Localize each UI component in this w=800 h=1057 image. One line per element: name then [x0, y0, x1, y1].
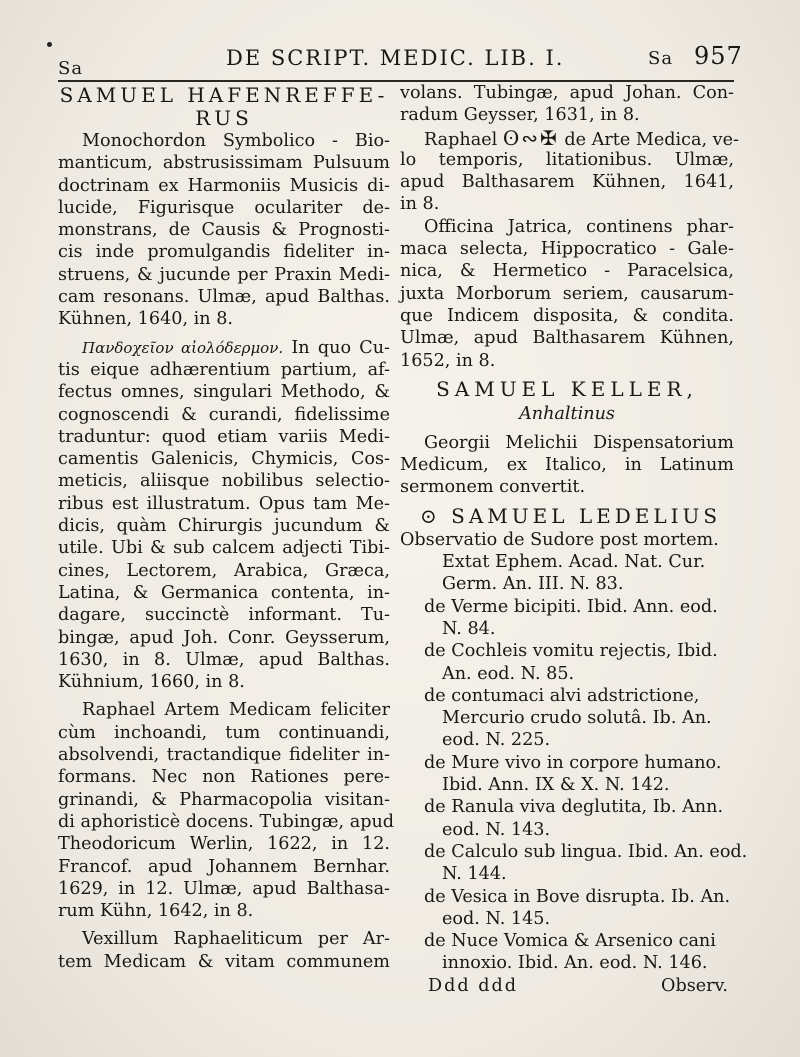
text-line: Kühnium, 1660, in 8. [58, 672, 245, 693]
text-line: utile. Ubi & sub calcem adjecti Tibi- [58, 538, 390, 559]
text-line: Medicum, ex Italico, in Latinum [400, 455, 734, 476]
text-line: radum Geysser, 1631, in 8. [400, 105, 640, 126]
text-line: Kühnen, 1640, in 8. [58, 309, 233, 330]
text-line: doctrinam ex Harmoniis Musicis di- [58, 175, 390, 196]
sun-mark-icon: ⊙ [420, 503, 441, 528]
text-line: cis inde promulgandis fideliter in- [58, 242, 390, 263]
observation-line: Extat Ephem. Acad. Nat. Cur. [442, 552, 706, 573]
text-line: traduntur: quod etiam variis Medi- [58, 426, 390, 447]
observation-line: N. 144. [442, 864, 507, 885]
text-line: Ulmæ, apud Balthasarem Kühnen, [400, 328, 734, 349]
signature-mark: Ddd ddd [428, 975, 519, 996]
observation-line: eod. N. 143. [442, 819, 551, 840]
observation-line: Mercurio crudo solutâ. Ib. An. [442, 708, 712, 729]
observation-line: de Calculo sub lingua. Ibid. An. eod. [424, 841, 748, 862]
entry-ledelius-list [400, 551, 748, 975]
observation-line: de Nuce Vomica & Arsenico cani [424, 931, 716, 952]
text-line: manticum, abstrusissimam Pulsuum [58, 153, 390, 174]
entry-officina [400, 216, 734, 372]
text-line: dagare, succinctè informant. Tu- [58, 605, 390, 626]
text-line: Latina, & Germanica contenta, in- [58, 582, 390, 603]
observation-line: de Ranula viva deglutita, Ib. Ann. [424, 797, 724, 818]
text-line: Vexillum Raphaeliticum per Ar- [82, 929, 390, 950]
text-line: cùm inchoandi, tum continuandi, [58, 722, 390, 743]
entry-vexillum [58, 928, 390, 973]
text-line: apud Balthasarem Kühnen, 1641, [400, 172, 734, 193]
author-heading: SAMUEL HAFENREFFE- [59, 83, 389, 107]
observation-line: de Mure vivo in corpore humano. [424, 752, 722, 773]
entry-pandocheion [58, 359, 390, 693]
text-line: tem Medicam & vitam communem [58, 951, 390, 972]
text-line: grinandi, & Pharmacopolia visitan- [58, 789, 390, 810]
header-right-catchword: Sa [648, 48, 674, 69]
text-line: formans. Nec non Rationes pere- [58, 767, 390, 788]
entry-pandocheion-first-line [58, 337, 390, 359]
observation-line: innoxio. Ibid. An. eod. N. 146. [442, 953, 708, 974]
text-line: fectus omnes, singulari Methodo, & [58, 382, 390, 403]
text-line: 1630, in 8. Ulmæ, apud Balthas. [58, 649, 390, 670]
text-line: cines, Lectorem, Arabica, Græca, [58, 560, 390, 581]
text-line: dicis, quàm Chirurgis jucundum & [58, 516, 390, 537]
text-line: cognoscendi & curandi, fidelissime [58, 404, 390, 425]
text-line: tis eique adhærentium partium, af- [58, 359, 390, 380]
left-column [58, 82, 395, 973]
text-line: rum Kühn, 1642, in 8. [58, 901, 254, 922]
observation-line: de Vesica in Bove disrupta. Ib. An. [424, 886, 731, 907]
text-line: lo temporis, litationibus. Ulmæ, [400, 149, 734, 170]
running-header [58, 42, 743, 82]
text-line: in 8. [400, 194, 440, 215]
observation-line: eod. N. 225. [442, 730, 551, 751]
header-left-catchword: Sa [58, 58, 84, 79]
text-line: Francof. apud Johannem Bernhar. [58, 856, 390, 877]
catchword: Observ. [661, 975, 728, 996]
text-line: 1652, in 8. [400, 350, 496, 371]
text-line: Raphael Artem Medicam feliciter [82, 700, 390, 721]
text-line: cam resonans. Ulmæ, apud Balthas. [58, 287, 390, 308]
text-line: meticis, aliisque nobilibus selectio- [58, 471, 390, 492]
observation-line: de contumaci alvi adstrictione, [424, 685, 700, 706]
page-foot [400, 975, 734, 997]
text-line: bingæ, apud Joh. Conr. Geysserum, [58, 627, 390, 648]
page-number: 957 [694, 42, 743, 70]
author-heading-continued: RUS [195, 106, 253, 130]
text-line: di aphoristicè docens. Tubingæ, apud [58, 811, 395, 832]
entry-vexillum-continued [400, 82, 734, 127]
text-line: struens, & jucunde per Praxin Medi- [58, 264, 390, 285]
observation-line: Ibid. Ann. IX & X. N. 142. [442, 775, 670, 796]
text-line: sermonem convertit. [400, 477, 586, 498]
entry-raphael-hebrew-first-line [400, 125, 739, 150]
text-line: ribus est illustratum. Opus tam Me- [58, 493, 390, 514]
hebrew-glyph-icon: ʘ∾✠ [502, 125, 559, 150]
author-heading-ledelius [400, 503, 734, 529]
author-heading-keller: SAMUEL KELLER, [436, 376, 698, 401]
entry-keller [400, 432, 734, 499]
observation-line: N. 84. [442, 618, 496, 639]
right-column [400, 82, 748, 997]
text-line: 1629, in 12. Ulmæ, apud Balthasa- [58, 878, 390, 899]
text-line: lucide, Figurisque oculariter de- [58, 197, 390, 218]
text-line: absolvendi, tractandique fideliter in- [58, 745, 390, 766]
observation-line: eod. N. 145. [442, 908, 551, 929]
greek-title: Πανδοχεῖον αἰολόδερμον. [82, 338, 284, 357]
text-line: nica, & Hermetico - Paracelsica, [400, 261, 734, 282]
text-line: Monochordon Symbolico - Bio- [82, 131, 390, 151]
text-line: que Indicem disposita, & condita. [400, 305, 734, 326]
observation-line: de Cochleis vomitu rejectis, Ibid. [424, 641, 718, 662]
text-line: volans. Tubingæ, apud Johan. Con- [400, 83, 734, 103]
observation-line: Germ. An. III. N. 83. [442, 574, 624, 595]
text-line: maca selecta, Hippocratico - Gale- [400, 239, 734, 260]
entry-text: de Arte Medica, ve- [564, 129, 739, 150]
entry-text: In quo Cu- [291, 337, 390, 358]
text-line: Georgii Melichii Dispensatorium [424, 432, 734, 453]
observation-line: de Verme bicipiti. Ibid. Ann. eod. [424, 596, 718, 617]
header-title: DE SCRIPT. MEDIC. LIB. I. [226, 46, 565, 70]
ink-dot [47, 42, 52, 47]
entry-text: Raphael [424, 129, 498, 150]
text-line: juxta Morborum seriem, causarum- [400, 283, 734, 304]
observation-line: An. eod. N. 85. [442, 663, 575, 684]
entry-raphael [58, 699, 395, 922]
text-line: Officina Jatrica, continens phar- [424, 216, 734, 237]
entry-ledelius-head: Observatio de Sudore post mortem. [400, 529, 719, 550]
text-line: Theodoricum Werlin, 1622, in 12. [58, 834, 390, 855]
author-origin: Anhaltinus [519, 403, 615, 424]
entry-raphael-hebrew [400, 149, 734, 216]
entry-monochordon [58, 130, 390, 331]
text-line: camentis Galenicis, Chymicis, Cos- [58, 449, 390, 470]
author-name: SAMUEL LEDELIUS [451, 503, 722, 528]
text-line: monstrans, de Causis & Prognosti- [58, 220, 390, 241]
